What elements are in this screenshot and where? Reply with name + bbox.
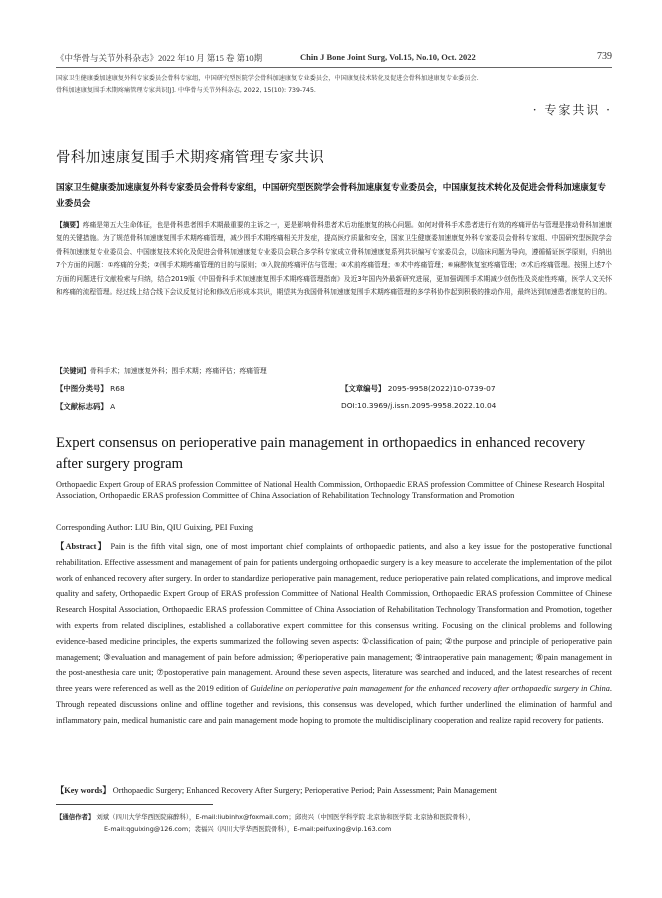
authors-zh: 国家卫生健康委加速康复外科专家委员会骨科专家组，中国研究型医院学会骨科加速康复专业委员会，中国康复技术转化及促进会骨科加速康复专业委员会 xyxy=(56,183,607,209)
abstract-zh-text: 疼痛是第五大生命体征，也是骨科患者围手术期最重要的主诉之一，更是影响骨科患者术后功能康复的核心问题。如何对骨科手术患者进行有效的疼痛评估与管理是推动骨科加速康复的关键措施。为了规范骨科加速康复围手术期疼痛管理，减少围手术期疼痛相关并发症，提高医疗质量和安全，国家卫生健康委加速康复外科专家委员会骨科专家组、中国研究型医院学会骨科加速康复专业委员会、中国康复技术转化及促进会骨科加速康复专业委员会联合多学科专家成立骨科加速康复系列共识编写专家委员会，以临床问题为导向，遵循循证医学原则，归纳出7个方面的问题：①疼痛的分类；②围手术期疼痛管理的目的与原则；③入院前疼痛评估与管理；④术前疼痛管理；⑤术中疼痛管理；⑥麻醉恢复室疼痛管理；⑦术后疼痛管理。按照上述7个方面的问题进行文献检索与归纳，结合2019版《中国骨科手术加速康复围手术期疼痛管理指南》及近3年国内外最新研究进展，更加强调围手术期减少创伤性及炎症性疼痛，医学人文关怀和疼痛的流程管理。经过线上结合线下会议反复讨论和修改后形成本共识，期望其为我国骨科加速康复围手术期疼痛管理的多学科协作起到积极的推动作用，最终达到加速患者康复的目的。 xyxy=(56,221,612,297)
meta-row-2 xyxy=(56,401,612,412)
section-label: · 专家共识 · xyxy=(532,103,612,117)
abstract-en-label: 【Abstract】 xyxy=(56,542,108,551)
abstract-en xyxy=(56,539,612,729)
corresponding-author: Corresponding Author: LIU Bin, QIU Guixing, PEI Fuxing xyxy=(56,523,254,532)
abstract-zh xyxy=(56,219,612,299)
abstract-zh-label: 【摘要】 xyxy=(56,221,83,229)
article-no-label: 【文章编号】 xyxy=(341,384,386,393)
keywords-zh-label: 【关键词】 xyxy=(56,367,90,375)
keywords-en xyxy=(56,784,612,796)
citation-line-2: 骨科加速康复围手术期疼痛管理专家共识[J]. 中华骨与关节外科杂志, 2022, 15(10): 739-745. xyxy=(56,87,316,94)
clc-label: 【中图分类号】 xyxy=(56,384,108,393)
header-journal-cn: 《中华骨与关节外科杂志》2022 年10 月 第15 卷 第10期 xyxy=(56,53,263,63)
page-number: 739 xyxy=(597,51,612,62)
article-no-value: 2095-9958(2022)10-0739-07 xyxy=(387,384,496,393)
doc-code-label: 【文献标志码】 xyxy=(56,402,108,411)
footnote-line-2: E-mail:qguixing@126.com；裴福兴（四川大学华西医院骨科），E-mail:peifuxing@vip.163.com xyxy=(104,825,392,833)
footnote-divider xyxy=(56,804,213,805)
meta-row-1 xyxy=(56,383,612,394)
keywords-zh-text: 骨科手术；加速康复外科；围手术期；疼痛评估；疼痛管理 xyxy=(89,367,267,375)
abstract-en-text-b: . Through repeated discussions online and offline together and revisions, this consensus was developed, which further underlined the elimination of harmful and inflammatory pain, medical humanistic care and pain management mode hoping to promote the multidisciplinary cooperation and realize rapid recovery for patients. xyxy=(56,684,612,725)
article-title-zh: 骨科加速康复围手术期疼痛管理专家共识 xyxy=(56,150,325,166)
doi-link[interactable]: DOI:10.3969/j.issn.2095-9958.2022.10.04 xyxy=(341,401,497,410)
article-title-en: Expert consensus on perioperative pain management in orthopaedics in enhanced recovery after surgery program xyxy=(56,435,586,472)
guideline-title: Guideline on perioperative pain management for the enhanced recovery after orthopaedic surgery in China xyxy=(250,684,610,694)
citation-line-1: 国家卫生健康委加速康复外科专家委员会骨科专家组，中国研究型医院学会骨科加速康复专业委员会，中国康复技术转化及促进会骨科加速康复专业委员会. xyxy=(56,75,479,82)
footnote-line-1: 刘斌（四川大学华西医院麻醉科），E-mail:liubinhx@foxmail.com；邱贵兴（中国医学科学院 北京协和医学院 北京协和医院骨科）， xyxy=(96,813,475,821)
doc-code-value: A xyxy=(110,402,116,411)
header-divider xyxy=(56,67,612,68)
keywords-en-label: 【Key words】 xyxy=(56,786,111,795)
citation-block xyxy=(56,73,612,97)
keywords-zh xyxy=(56,365,612,375)
clc-value: R68 xyxy=(110,384,125,393)
keywords-en-text: Orthopaedic Surgery; Enhanced Recovery After Surgery; Perioperative Period; Pain Assessment; Pain Management xyxy=(112,786,497,795)
authors-en: Orthopaedic Expert Group of ERAS profession Committee of National Health Commission, Orthopaedic ERAS profession Committee of Chinese Research Hospital Association, Orthopaedic ERAS profession Committee of China Association of Rehabilitation Technology Transformation and Promotion xyxy=(56,480,605,500)
abstract-en-text-a: Pain is the fifth vital sign, one of most important chief complaints of orthopaedic patients, and also a key issue for the postoperative functional rehabilitation. Effective assessment and management of pain for patients undergoing orthopaedic surgery is a key measure to accelerate the implementation of the pilot work of enhanced recovery after surgery. In order to standardize perioperative pain management, reduce perioperative pain related complications, and improve medical quality and safety, Orthopaedic Expert Group of ERAS profession Committee of National Health Commission, Orthopaedic ERAS profession Committee of Chinese Research Hospital Association, Orthopaedic ERAS profession Committee of China Association of Rehabilitation Technology Transformation and Promotion, together with experts from related disciplines, established a collaborative expert committee for this consensus writing. Focusing on the clinical problems and following evidence-based medicine principles, the experts summarized the following seven aspects: ①classification of pain; ②the purpose and principle of perioperative pain management; ③evaluation and management of pain before admission; ④perioperative pain management; ⑤intraoperative pain management; ⑥pain management in the post-anesthesia care unit; ⑦postoperative pain management. Around these seven aspects, literature was searched and induced, and the latest researches of recent three years were referenced as well as the 2019 edition of xyxy=(56,542,612,694)
footnote xyxy=(56,811,612,835)
footnote-label: 【通信作者】 xyxy=(56,813,95,821)
header-journal-en: Chin J Bone Joint Surg, Vol.15, No.10, Oct. 2022 xyxy=(300,52,476,62)
